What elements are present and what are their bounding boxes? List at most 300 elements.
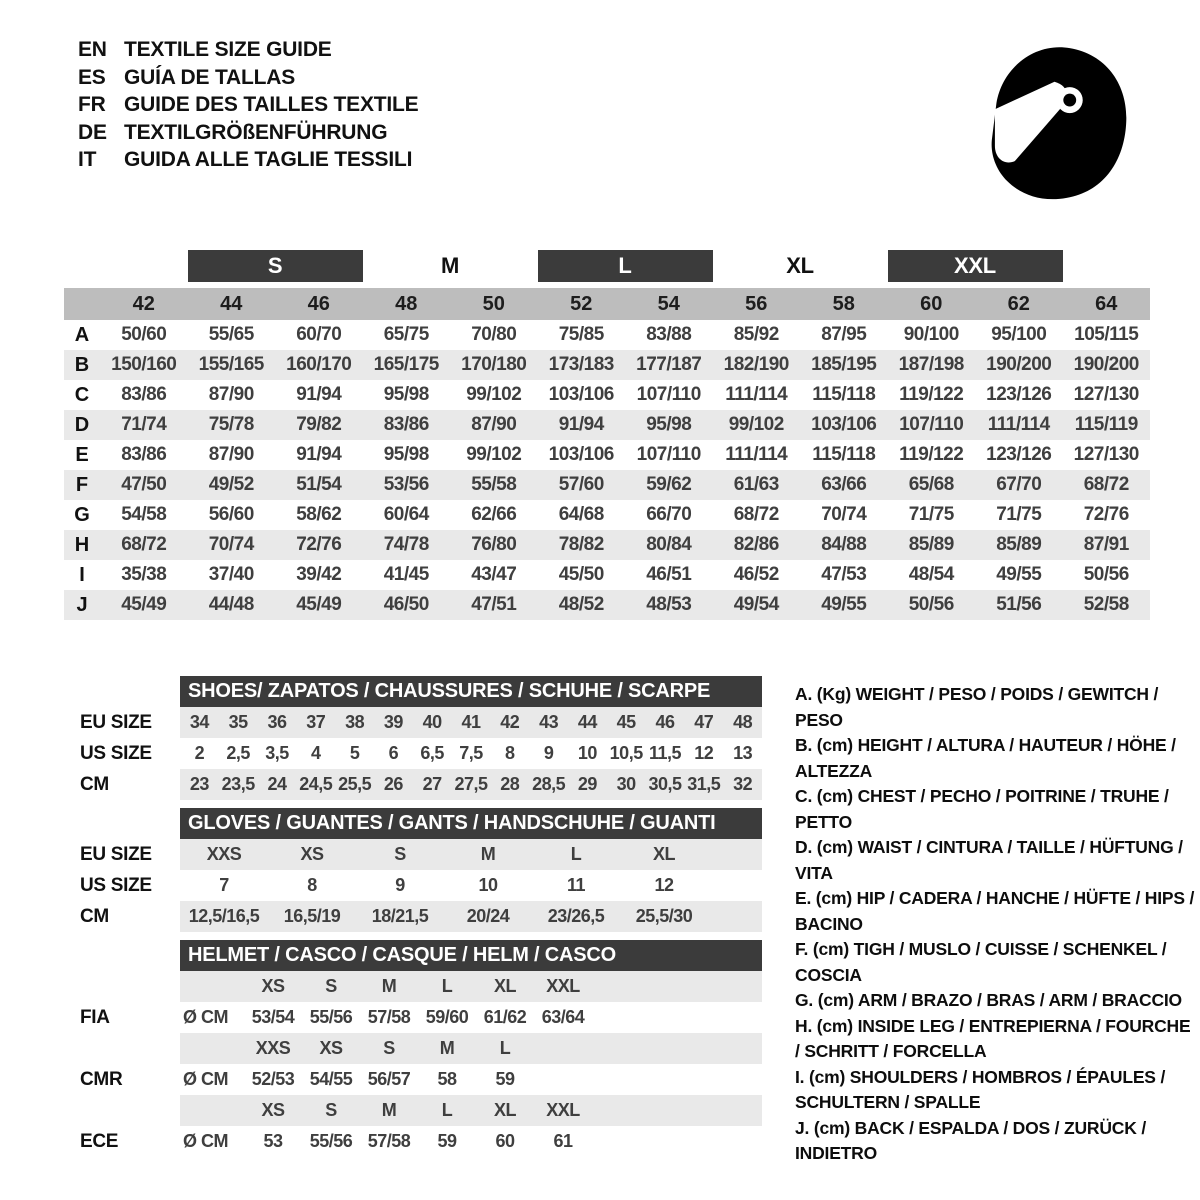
table-row [80, 707, 764, 738]
size-value-cell: 68/72 [121, 534, 167, 555]
size-value-cell: 83/88 [646, 324, 692, 345]
value-cell: 24 [267, 774, 287, 794]
row-label: FIA [80, 1007, 110, 1028]
value-cell: 6 [388, 743, 399, 763]
value-cell: 12 [654, 875, 674, 895]
size-value-cell: 91/94 [558, 414, 604, 435]
value-cell: 3,5 [265, 743, 289, 763]
row-label: CM [80, 774, 109, 795]
row-letter: G [74, 503, 90, 526]
size-label-cell: L [441, 976, 453, 996]
row-letter: F [75, 473, 89, 496]
size-value-cell: 70/74 [208, 534, 254, 555]
size-value-cell: 49/55 [996, 564, 1042, 585]
size-label-cell: XXL [546, 1100, 580, 1120]
legend-item: H. (cm) INSIDE LEG / ENTREPIERNA / FOURCHE / SCHRITT / FORCELLA [795, 1015, 1191, 1061]
size-value-cell: 48/53 [646, 594, 692, 615]
size-value-cell: 55/58 [471, 474, 517, 495]
value-cell: 9 [395, 875, 405, 895]
row-values [180, 901, 762, 932]
column-header: 64 [1095, 292, 1118, 315]
row-values [180, 870, 762, 901]
table-row [80, 901, 764, 932]
size-value-cell: 71/75 [908, 504, 954, 525]
spacer [80, 971, 180, 1002]
language-code: DE [78, 120, 107, 144]
legend-item: D. (cm) WAIST / CINTURA / TAILLE / HÜFTUNG / VITA [795, 837, 1183, 883]
value-cell: 9 [543, 743, 554, 763]
value-cell: 32 [733, 774, 753, 794]
size-value-cell: 64/68 [558, 504, 604, 525]
legend-item: G. (cm) ARM / BRAZO / BRAS / ARM / BRACCIO [795, 990, 1182, 1010]
size-value-cell: 155/165 [198, 354, 264, 375]
gloves-table [80, 808, 764, 932]
size-value-cell: 59/62 [646, 474, 692, 495]
spacer [80, 676, 180, 707]
size-value-cell: 111/114 [725, 444, 788, 465]
size-value-cell: 91/94 [296, 384, 342, 405]
value-cell: 4 [311, 743, 321, 763]
value-cell: 11 [566, 875, 586, 895]
size-value-cell: 115/119 [1074, 414, 1138, 435]
value-cell: XL [652, 844, 675, 864]
size-value-cell: 190/200 [986, 354, 1052, 375]
size-value-cell: 85/89 [908, 534, 954, 555]
table-title-row [80, 940, 764, 971]
size-value-cell: 123/126 [986, 444, 1052, 465]
size-value-cell: 52/58 [1083, 594, 1129, 615]
measurement-row-C [64, 380, 1150, 410]
size-value-cell: 78/82 [558, 534, 604, 555]
helmet-size-table [80, 940, 764, 1157]
value-cell: 55/56 [309, 1007, 353, 1027]
value-cell: 45 [616, 712, 636, 732]
size-value-cell: 83/86 [121, 384, 167, 405]
value-cell: 18/21,5 [371, 906, 429, 926]
size-value-cell: 83/86 [383, 414, 429, 435]
size-label-cell: L [499, 1038, 511, 1058]
size-value-cell: 90/100 [903, 324, 959, 345]
value-cell: 8 [307, 875, 317, 895]
table-title: HELMET / CASCO / CASQUE / HELM / CASCO [180, 940, 762, 971]
size-value-cell: 79/82 [296, 414, 342, 435]
value-cell: 54/55 [309, 1069, 353, 1089]
size-value-cell: 115/118 [812, 444, 876, 465]
measurement-legend [795, 682, 1199, 1167]
size-value-cell: 127/130 [1073, 384, 1139, 405]
column-header: 52 [570, 292, 593, 315]
row-letter: J [76, 593, 88, 616]
size-value-cell: 51/56 [996, 594, 1042, 615]
measurement-row-D [64, 410, 1150, 440]
legend-item: A. (Kg) WEIGHT / PESO / POIDS / GEWITCH / PESO [795, 684, 1159, 730]
language-row [78, 146, 418, 174]
size-label-cell: XS [319, 1038, 343, 1058]
column-header: 58 [832, 292, 855, 315]
size-value-cell: 71/74 [121, 414, 167, 435]
size-value-cell: 50/56 [908, 594, 954, 615]
value-cell: 41 [461, 712, 481, 732]
row-label: CM [80, 906, 109, 927]
row-letter: E [75, 443, 89, 466]
table-title-row [80, 808, 764, 839]
size-label-cell: XXS [255, 1038, 291, 1058]
size-value-cell: 182/190 [723, 354, 789, 375]
spacer [80, 808, 180, 839]
visor-pivot-dot [1063, 94, 1076, 107]
spacer [80, 940, 180, 971]
value-cell: 46 [655, 712, 675, 732]
row-values [180, 1033, 762, 1064]
size-value-cell: 43/47 [471, 564, 517, 585]
value-cell: 10 [577, 743, 597, 763]
measurement-row-A [64, 320, 1150, 350]
helmet-values-row-ECE [80, 1126, 764, 1157]
value-cell: 59 [437, 1131, 457, 1151]
helmet-values-row-FIA [80, 1002, 764, 1033]
size-value-cell: 76/80 [471, 534, 517, 555]
legend-item: I. (cm) SHOULDERS / HOMBROS / ÉPAULES / SCHULTERN / SPALLE [795, 1066, 1166, 1112]
size-label-cell: M [381, 1100, 397, 1120]
value-cell: 20/24 [466, 906, 510, 926]
size-value-cell: 111/114 [725, 384, 788, 405]
value-cell: 7 [219, 875, 229, 895]
size-value-cell: 74/78 [383, 534, 429, 555]
size-value-cell: 72/76 [296, 534, 342, 555]
size-value-cell: 87/90 [471, 414, 517, 435]
row-letter: A [74, 323, 90, 346]
size-label-cell: S [325, 1100, 337, 1120]
size-value-cell: 95/100 [991, 324, 1047, 345]
size-value-cell: 99/102 [466, 444, 522, 465]
size-value-cell: 165/175 [373, 354, 439, 375]
size-value-cell: 45/49 [296, 594, 342, 615]
row-letter: D [74, 413, 90, 436]
size-value-cell: 70/74 [821, 504, 867, 525]
size-value-cell: 160/170 [286, 354, 352, 375]
size-value-cell: 47/51 [471, 594, 517, 615]
value-cell: 23,5 [221, 774, 255, 794]
size-value-cell: 50/60 [121, 324, 167, 345]
size-value-cell: 49/55 [821, 594, 867, 615]
size-value-cell: 61/63 [733, 474, 779, 495]
value-cell: 57/58 [367, 1131, 411, 1151]
row-values [180, 1064, 762, 1095]
column-header: 60 [920, 292, 943, 315]
size-label-cell: XXL [546, 976, 580, 996]
value-cell: 16,5/19 [283, 906, 341, 926]
size-value-cell: 84/88 [821, 534, 867, 555]
size-value-cell: 53/56 [383, 474, 429, 495]
value-cell: XS [300, 844, 324, 864]
value-cell: XXS [206, 844, 242, 864]
row-label: EU SIZE [80, 844, 152, 865]
legend-item: J. (cm) BACK / ESPALDA / DOS / ZURÜCK / INDIETRO [795, 1117, 1146, 1163]
spacer [80, 1033, 180, 1064]
value-cell: 59 [495, 1069, 515, 1089]
size-value-cell: 103/106 [548, 444, 614, 465]
size-label-cell: XL [493, 976, 516, 996]
helmet-sizes-row-FIA [80, 971, 764, 1002]
size-value-cell: 103/106 [548, 384, 614, 405]
row-label: US SIZE [80, 875, 152, 896]
size-value-cell: 80/84 [646, 534, 692, 555]
value-cell: 58 [437, 1069, 457, 1089]
column-header: 46 [307, 292, 330, 315]
size-value-cell: 99/102 [466, 384, 522, 405]
size-value-cell: 150/160 [111, 354, 177, 375]
size-value-cell: 185/195 [811, 354, 877, 375]
table-row [80, 839, 764, 870]
value-cell: L [570, 844, 582, 864]
size-value-cell: 170/180 [461, 354, 527, 375]
value-cell: 57/58 [367, 1007, 411, 1027]
size-group-label: L [538, 250, 713, 282]
diameter-label: Ø CM [183, 1007, 228, 1027]
language-row [78, 36, 418, 64]
size-value-cell: 75/85 [558, 324, 604, 345]
size-value-cell: 119/122 [899, 384, 964, 405]
size-value-cell: 46/52 [733, 564, 779, 585]
row-values [180, 769, 762, 800]
size-label-cell: L [441, 1100, 453, 1120]
size-label-cell: XS [261, 976, 285, 996]
value-cell: 24,5 [299, 774, 333, 794]
helmet-sizes-row-CMR [80, 1033, 764, 1064]
row-values [180, 707, 762, 738]
column-header: 50 [482, 292, 505, 315]
value-cell: 13 [733, 743, 753, 763]
size-value-cell: 107/110 [899, 414, 964, 435]
size-value-cell: 49/52 [208, 474, 254, 495]
helmet-values-row-CMR [80, 1064, 764, 1095]
shoes-table [80, 676, 764, 800]
legend-item: E. (cm) HIP / CADERA / HANCHE / HÜFTE / HIPS / BACINO [795, 888, 1195, 934]
language-row [78, 119, 418, 147]
value-cell: 31,5 [687, 774, 721, 794]
size-value-cell: 95/98 [383, 444, 429, 465]
size-label-cell: M [439, 1038, 455, 1058]
language-title-list [78, 36, 418, 174]
language-code: FR [78, 93, 106, 116]
value-cell: 35 [228, 712, 248, 732]
size-label-cell: S [325, 976, 337, 996]
value-cell: 30,5 [648, 774, 682, 794]
size-group-label: XL [786, 253, 814, 278]
value-cell: 23 [189, 774, 209, 794]
language-title: TEXTILGRÖßENFÜHRUNG [124, 120, 388, 144]
measurement-row-F [64, 470, 1150, 500]
language-title: TEXTILE SIZE GUIDE [124, 38, 332, 61]
size-value-cell: 45/49 [121, 594, 167, 615]
size-group-row [64, 250, 1150, 288]
size-value-cell: 57/60 [558, 474, 604, 495]
size-value-cell: 95/98 [383, 384, 429, 405]
size-value-cell: 54/58 [121, 504, 167, 525]
size-label-cell: XL [493, 1100, 516, 1120]
language-code: IT [78, 148, 97, 171]
size-group-label: XXL [888, 250, 1063, 282]
row-values [180, 1126, 762, 1157]
row-label: US SIZE [80, 743, 152, 764]
value-cell: 56/57 [367, 1069, 411, 1089]
table-row [80, 738, 764, 769]
value-cell: 48 [733, 712, 753, 732]
size-value-cell: 173/183 [548, 354, 614, 375]
value-cell: 12,5/16,5 [188, 906, 260, 926]
size-value-cell: 107/110 [636, 444, 701, 465]
row-letter: B [74, 353, 90, 376]
language-code: ES [78, 65, 106, 89]
value-cell: 28 [500, 774, 520, 794]
language-row [78, 64, 418, 92]
size-value-cell: 99/102 [728, 414, 784, 435]
size-value-cell: 56/60 [208, 504, 254, 525]
value-cell: S [394, 844, 406, 864]
column-header: 44 [220, 292, 243, 315]
measurement-row-G [64, 500, 1150, 530]
size-value-cell: 48/54 [908, 564, 954, 585]
legend-item: C. (cm) CHEST / PECHO / POITRINE / TRUHE / PETTO [795, 786, 1169, 832]
size-value-cell: 91/94 [296, 444, 342, 465]
row-letter: I [79, 563, 85, 586]
size-value-cell: 85/92 [733, 324, 779, 345]
language-title: GUIDE DES TAILLES TEXTILE [124, 93, 419, 116]
size-value-cell: 87/90 [208, 444, 254, 465]
size-value-cell: 87/95 [821, 324, 867, 345]
size-value-cell: 103/106 [811, 414, 877, 435]
column-header: 42 [132, 292, 155, 315]
value-cell: 42 [500, 712, 520, 732]
value-cell: 40 [422, 712, 442, 732]
row-label: ECE [80, 1131, 119, 1152]
size-value-cell: 107/110 [636, 384, 701, 405]
row-label: CMR [80, 1069, 123, 1090]
size-value-cell: 71/75 [996, 504, 1042, 525]
size-value-cell: 66/70 [646, 504, 692, 525]
row-values [180, 738, 762, 769]
size-group-label: M [440, 253, 460, 278]
value-cell: 36 [267, 712, 287, 732]
size-value-cell: 63/66 [821, 474, 867, 495]
value-cell: 25,5/30 [635, 906, 693, 926]
size-value-cell: 35/38 [121, 564, 167, 585]
table-title-row [80, 676, 764, 707]
size-value-cell: 62/66 [471, 504, 517, 525]
value-cell: 8 [505, 743, 515, 763]
value-cell: 43 [539, 712, 559, 732]
size-value-cell: 119/122 [899, 444, 964, 465]
size-label-cell: S [383, 1038, 395, 1058]
value-cell: 53/54 [251, 1007, 295, 1027]
size-value-cell: 111/114 [987, 414, 1050, 435]
language-code: EN [78, 38, 107, 61]
value-cell: 26 [383, 774, 403, 794]
row-values [180, 1095, 762, 1126]
value-cell: 47 [694, 712, 714, 732]
size-group-label: S [188, 250, 363, 282]
size-value-cell: 48/52 [558, 594, 604, 615]
value-cell: 23/26,5 [547, 906, 605, 926]
table-title: SHOES/ ZAPATOS / CHAUSSURES / SCHUHE / SCARPE [180, 676, 762, 707]
size-value-cell: 83/86 [121, 444, 167, 465]
value-cell: 34 [189, 712, 209, 732]
value-cell: 52/53 [251, 1069, 295, 1089]
legend-item: B. (cm) HEIGHT / ALTURA / HAUTEUR / HÖHE / ALTEZZA [795, 735, 1176, 781]
value-cell: 7,5 [459, 743, 483, 763]
value-cell: 30 [616, 774, 636, 794]
row-letter: H [74, 533, 90, 556]
size-value-cell: 95/98 [646, 414, 692, 435]
table-row [80, 769, 764, 800]
size-value-cell: 37/40 [208, 564, 254, 585]
value-cell: 39 [383, 712, 403, 732]
size-value-cell: 49/54 [733, 594, 779, 615]
value-cell: 6,5 [420, 743, 444, 763]
language-row [78, 91, 418, 119]
value-cell: 10 [478, 875, 498, 895]
row-values [180, 971, 762, 1002]
size-value-cell: 190/200 [1073, 354, 1139, 375]
size-value-cell: 123/126 [986, 384, 1052, 405]
size-value-cell: 70/80 [471, 324, 517, 345]
spacer [80, 1095, 180, 1126]
size-value-cell: 55/65 [208, 324, 254, 345]
language-title: GUÍA DE TALLAS [124, 65, 296, 89]
column-header: 48 [395, 292, 418, 315]
accessory-tables [80, 676, 764, 1165]
size-value-cell: 47/50 [121, 474, 167, 495]
size-value-cell: 115/118 [812, 384, 876, 405]
row-values [180, 839, 762, 870]
value-cell: 53 [263, 1131, 283, 1151]
row-label: EU SIZE [80, 712, 152, 733]
language-title: GUIDA ALLE TAGLIE TESSILI [124, 148, 413, 171]
table-title: GLOVES / GUANTES / GANTS / HANDSCHUHE / GUANTI [180, 808, 762, 839]
value-cell: 28,5 [532, 774, 566, 794]
size-label-cell: XS [261, 1100, 285, 1120]
measurement-row-I [64, 560, 1150, 590]
value-cell: 2,5 [226, 743, 250, 763]
value-cell: 61 [553, 1131, 573, 1151]
size-value-cell: 41/45 [383, 564, 429, 585]
measurement-row-H [64, 530, 1150, 560]
value-cell: 10,5 [609, 743, 643, 763]
measurement-row-B [64, 350, 1150, 380]
row-letter: C [74, 383, 90, 406]
value-cell: 2 [194, 743, 205, 763]
size-value-cell: 177/187 [636, 354, 702, 375]
size-value-cell: 39/42 [296, 564, 342, 585]
size-value-cell: 87/91 [1083, 534, 1129, 555]
column-header: 56 [745, 292, 768, 315]
value-cell: 27,5 [454, 774, 488, 794]
value-cell: 61/62 [483, 1007, 527, 1027]
value-cell: 27 [422, 774, 442, 794]
size-value-cell: 44/48 [208, 594, 254, 615]
helmet-icon [972, 36, 1140, 210]
value-cell: M [480, 844, 496, 864]
size-value-cell: 68/72 [1083, 474, 1129, 495]
value-cell: 37 [306, 712, 326, 732]
diameter-label: Ø CM [183, 1069, 228, 1089]
size-value-cell: 68/72 [733, 504, 779, 525]
size-value-cell: 87/90 [208, 384, 254, 405]
size-value-cell: 75/78 [208, 414, 254, 435]
column-header: 54 [657, 292, 680, 315]
size-value-cell: 60/64 [383, 504, 429, 525]
measurement-row-E [64, 440, 1150, 470]
